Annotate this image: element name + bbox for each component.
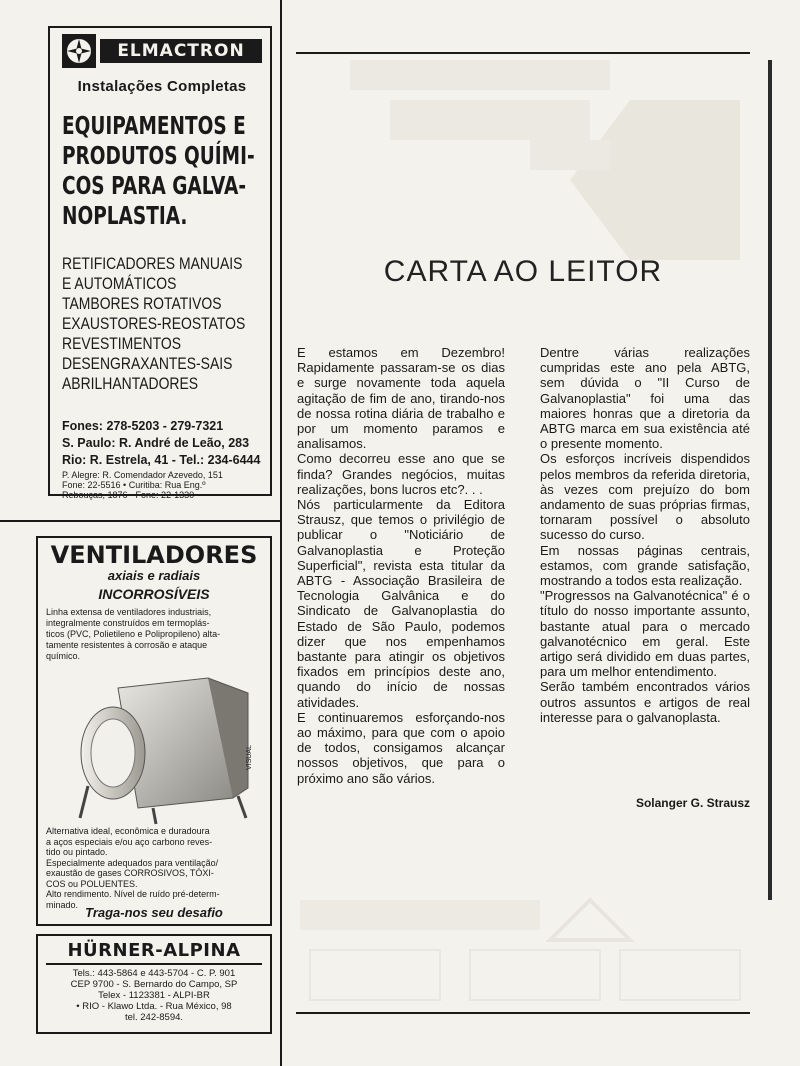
elmactron-phones	[62, 418, 272, 469]
contact-line: tel. 242-8594.	[124, 1012, 184, 1023]
contact-line: • RIO - Klawo Ltda. - Rua México, 98	[76, 1001, 232, 1012]
top-rule	[296, 52, 750, 54]
visual-mark: VISUAL	[246, 745, 253, 770]
alternative-line: tido ou pintado.	[46, 847, 108, 857]
contact-line: Tels.: 443-5864 e 443-5704 - C. P. 901	[72, 968, 236, 979]
product-item: ABRILHANTADORES	[62, 374, 199, 393]
letter-paragraph: Nós particularmente da Editora Strausz, que temos o privilégio de publicar o "Noticiário de Galvanoplastia e Proteção Superficial", revista esta titular da ABTG - Associação Brasileira de Tecnologia Galvânica e do Sindicato de Galvanoplastia do Estado de São Paulo, podemos dizer que nos empenhamos bastante para atingir os objetivos fixados em princípios deste ano, quando do início de nossas atividades.	[297, 497, 505, 710]
description-line: ticos (PVC, Polietileno e Polipropileno) alta-	[46, 629, 221, 639]
headline-line: NOPLASTIA.	[62, 201, 188, 230]
ventiladores-ad	[36, 536, 272, 926]
column-divider	[280, 0, 282, 1066]
product-item: TAMBORES ROTATIVOS	[62, 294, 222, 313]
phone-line: S. Paulo: R. André de Leão, 283	[62, 436, 250, 450]
letter-paragraph: Como decorreu esse ano que se finda? Grandes negócios, muitas realizações, bons lucros etc?. . .	[297, 451, 505, 497]
show-through-shapes-icon	[330, 60, 750, 260]
product-item: RETIFICADORES MANUAIS	[62, 254, 243, 273]
letter-paragraph: E continuaremos esforçando-nos ao máximo, para que com o apoio de todos, consigamos alcançar nossos objetivos, que para o próximo ano são vários.	[297, 709, 505, 786]
hurner-contact	[46, 968, 262, 1023]
elmactron-headline	[62, 111, 269, 231]
letter-title: CARTA AO LEITOR	[383, 255, 663, 288]
letter-paragraph: Serão também encontrados vários outros assuntos e artigos de real interesse para o galvanoplasta.	[540, 679, 750, 725]
phone-line: Rio: R. Estrela, 41 - Tel.: 234-6444	[62, 453, 261, 467]
branch-line: Rebouças, 1876 - Fone: 22-1330	[62, 490, 195, 500]
product-item: E AUTOMÁTICOS	[62, 274, 177, 293]
description-line: integralmente construídos em termoplás-	[46, 618, 210, 628]
product-item: DESENGRAXANTES-SAIS	[62, 354, 233, 373]
elmactron-products	[62, 254, 275, 394]
letter-paragraph: E estamos em Dezembro! Rapidamente passaram-se os dias e surge novamente toda aquela agitação de fim de ano, tirando-nos de nossa rotina diária de trabalho e por um momento paramos e analisamos.	[297, 345, 505, 452]
letter-right-column	[540, 345, 750, 725]
product-item: REVESTIMENTOS	[62, 334, 182, 353]
show-through-footer-decoration	[290, 880, 750, 1010]
letter-signature: Solanger G. Strausz	[635, 796, 750, 810]
alternative-line: exaustão de gases CORROSIVOS, TÓXI-	[46, 868, 214, 878]
letter-paragraph: Os esforços incríveis dispendidos pelos membros da referida diretoria, às vezes com prejuízo do bom andamento de suas próprias firmas, tornaram possível o absoluto sucesso do curso.	[540, 451, 750, 543]
contact-line: Telex - 1123381 - ALPI-BR	[98, 990, 210, 1001]
elmactron-logo	[62, 34, 262, 68]
headline-line: EQUIPAMENTOS E	[62, 111, 246, 140]
ventiladores-title: VENTILADORES	[50, 541, 258, 569]
bottom-rule	[296, 1012, 750, 1014]
alternative-line: a aços especiais e/ou aço carbono reves-	[46, 836, 213, 847]
ventiladores-description	[46, 607, 262, 662]
ventiladores-subtitle2: INCORROSÍVEIS	[98, 586, 210, 602]
letter-paragraph: "Progressos na Galvanotécnica" é o título do nosso importante assunto, bastante atual para o mercado galvanotécnico em geral. Este artigo será dividido em duas partes, para um melhor entendimento.	[540, 588, 750, 680]
letter-left-column	[297, 345, 505, 786]
headline-line: COS PARA GALVA-	[62, 171, 247, 200]
contact-line: CEP 9700 - S. Bernardo do Campo, SP	[70, 979, 238, 990]
letter-paragraph: Dentre várias realizações cumpridas este ano pela ABTG, sem dúvida o "II Curso de Galvanoplastia" foi uma das maiores honras que a diretoria da ABTG marca em sua existência até o presente momento.	[540, 345, 750, 452]
ventiladores-cta: Traga-nos seu desafio	[85, 905, 223, 920]
alternative-line: minado.	[46, 899, 79, 910]
phone-line: Fones: 278-5203 - 279-7321	[62, 419, 224, 433]
ad-divider	[0, 520, 281, 522]
description-line: Linha extensa de ventiladores industriais,	[46, 607, 212, 617]
elmactron-branches	[62, 470, 272, 500]
ventiladores-alternative	[46, 826, 268, 910]
elmactron-subtitle: Instalações Completas	[77, 78, 247, 95]
alternative-line: Alto rendimento. Nível de ruído pré-determ-	[46, 889, 220, 899]
elmactron-brand: ELMACTRON	[100, 39, 262, 63]
hurner-brand: HÜRNER-ALPINA	[46, 940, 262, 965]
alternative-line: COS ou POLUENTES.	[46, 878, 138, 889]
branch-line: P. Alegre: R. Comendador Azevedo, 151	[62, 470, 223, 480]
headline-line: PRODUTOS QUÍMI-	[62, 141, 255, 170]
show-through-footer-icon	[290, 880, 750, 1010]
show-through-decoration	[330, 60, 750, 260]
alternative-line: Especialmente adequados para ventilação/	[46, 857, 219, 868]
alternative-line: Alternativa ideal, econômica e duradoura	[46, 826, 210, 836]
description-line: tamente resistentes à corrosão e ataque	[46, 640, 208, 650]
letter-paragraph: Em nossas páginas centrais, estamos, com grande satisfação, mostrando a todos esta realização.	[540, 542, 750, 589]
hurner-alpina-ad	[36, 934, 272, 1034]
radial-fan-icon	[58, 668, 258, 828]
description-line: químico.	[46, 651, 81, 661]
page-edge	[768, 60, 772, 900]
product-item: EXAUSTORES-REOSTATOS	[62, 314, 246, 333]
ventiladores-subtitle: axiais e radiais	[107, 568, 201, 583]
elmactron-emblem-icon	[62, 34, 96, 68]
branch-line: Fone: 22-5516 • Curitiba: Rua Eng.º	[62, 480, 206, 490]
